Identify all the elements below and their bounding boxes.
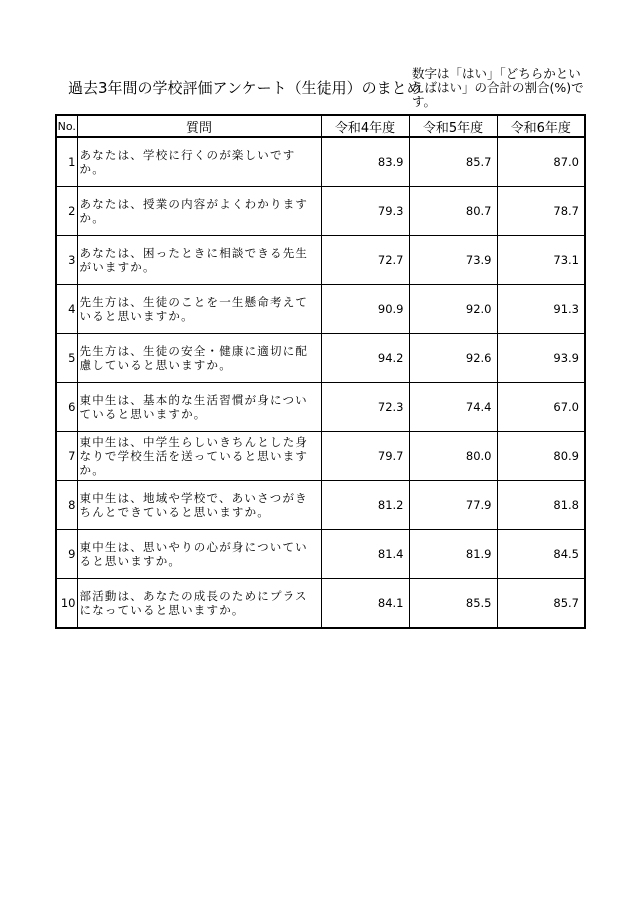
table-row bbox=[56, 481, 585, 530]
value-r5: 77.9 bbox=[409, 481, 497, 530]
value-r4: 94.2 bbox=[321, 334, 409, 383]
value-r4: 81.2 bbox=[321, 481, 409, 530]
value-r6: 73.1 bbox=[497, 236, 585, 285]
value-r4: 79.3 bbox=[321, 187, 409, 236]
table-row bbox=[56, 383, 585, 432]
value-r5: 81.9 bbox=[409, 530, 497, 579]
row-number: 8 bbox=[56, 481, 77, 530]
table-row bbox=[56, 579, 585, 629]
value-r5: 92.0 bbox=[409, 285, 497, 334]
value-r6: 87.0 bbox=[497, 137, 585, 187]
table-row bbox=[56, 334, 585, 383]
value-r5: 92.6 bbox=[409, 334, 497, 383]
question-text: 東中生は、思いやりの心が身についていると思いますか。 bbox=[77, 530, 321, 579]
row-number: 5 bbox=[56, 334, 77, 383]
value-r4: 81.4 bbox=[321, 530, 409, 579]
table-row bbox=[56, 530, 585, 579]
row-number: 2 bbox=[56, 187, 77, 236]
page-title: 過去3年間の学校評価アンケート（生徒用）のまとめ bbox=[68, 79, 422, 97]
table-row bbox=[56, 285, 585, 334]
table-header-row bbox=[56, 115, 585, 137]
header-r6: 令和6年度 bbox=[497, 115, 585, 137]
row-number: 3 bbox=[56, 236, 77, 285]
question-text: あなたは、困ったときに相談できる先生がいますか。 bbox=[77, 236, 321, 285]
value-r4: 72.7 bbox=[321, 236, 409, 285]
value-r5: 85.7 bbox=[409, 137, 497, 187]
question-text: 先生方は、生徒の安全・健康に適切に配慮していると思いますか。 bbox=[77, 334, 321, 383]
value-r4: 72.3 bbox=[321, 383, 409, 432]
table-row bbox=[56, 432, 585, 481]
header-no: No. bbox=[56, 115, 77, 137]
value-r5: 85.5 bbox=[409, 579, 497, 629]
value-r6: 93.9 bbox=[497, 334, 585, 383]
row-number: 10 bbox=[60, 596, 76, 610]
survey-table bbox=[55, 114, 586, 629]
row-number: 6 bbox=[56, 383, 77, 432]
value-r5: 80.7 bbox=[409, 187, 497, 236]
table-row bbox=[56, 137, 585, 187]
header-r4: 令和4年度 bbox=[321, 115, 409, 137]
value-r5: 73.9 bbox=[409, 236, 497, 285]
value-r6: 91.3 bbox=[497, 285, 585, 334]
row-number: 1 bbox=[56, 137, 77, 187]
question-text: 東中生は、基本的な生活習慣が身についていると思いますか。 bbox=[77, 383, 321, 432]
note-text: 数字は「はい」「どちらかといえばはい」の合計の割合(%)です。 bbox=[412, 66, 584, 109]
question-text: あなたは、授業の内容がよくわかりますか。 bbox=[77, 187, 321, 236]
question-text: 部活動は、あなたの成長のためにプラスになっていると思いますか。 bbox=[77, 579, 321, 629]
value-r6: 81.8 bbox=[497, 481, 585, 530]
value-r4: 84.1 bbox=[321, 579, 409, 629]
value-r6: 84.5 bbox=[497, 530, 585, 579]
row-number: 9 bbox=[56, 530, 77, 579]
value-r6: 80.9 bbox=[497, 432, 585, 481]
question-text: 東中生は、中学生らしいきちんとした身なりで学校生活を送っていると思いますか。 bbox=[77, 432, 321, 481]
question-text: 先生方は、生徒のことを一生懸命考えていると思いますか。 bbox=[77, 285, 321, 334]
value-r5: 74.4 bbox=[409, 383, 497, 432]
table-row bbox=[56, 187, 585, 236]
header-question: 質問 bbox=[77, 115, 321, 137]
value-r4: 90.9 bbox=[321, 285, 409, 334]
row-number: 4 bbox=[56, 285, 77, 334]
header-r5: 令和5年度 bbox=[409, 115, 497, 137]
question-text: あなたは、学校に行くのが楽しいですか。 bbox=[77, 137, 321, 187]
value-r6: 85.7 bbox=[497, 579, 585, 629]
value-r6: 78.7 bbox=[497, 187, 585, 236]
row-number: 7 bbox=[56, 432, 77, 481]
value-r4: 83.9 bbox=[321, 137, 409, 187]
value-r4: 79.7 bbox=[321, 432, 409, 481]
table-row bbox=[56, 236, 585, 285]
value-r6: 67.0 bbox=[497, 383, 585, 432]
value-r5: 80.0 bbox=[409, 432, 497, 481]
question-text: 東中生は、地域や学校で、あいさつがきちんとできていると思いますか。 bbox=[77, 481, 321, 530]
